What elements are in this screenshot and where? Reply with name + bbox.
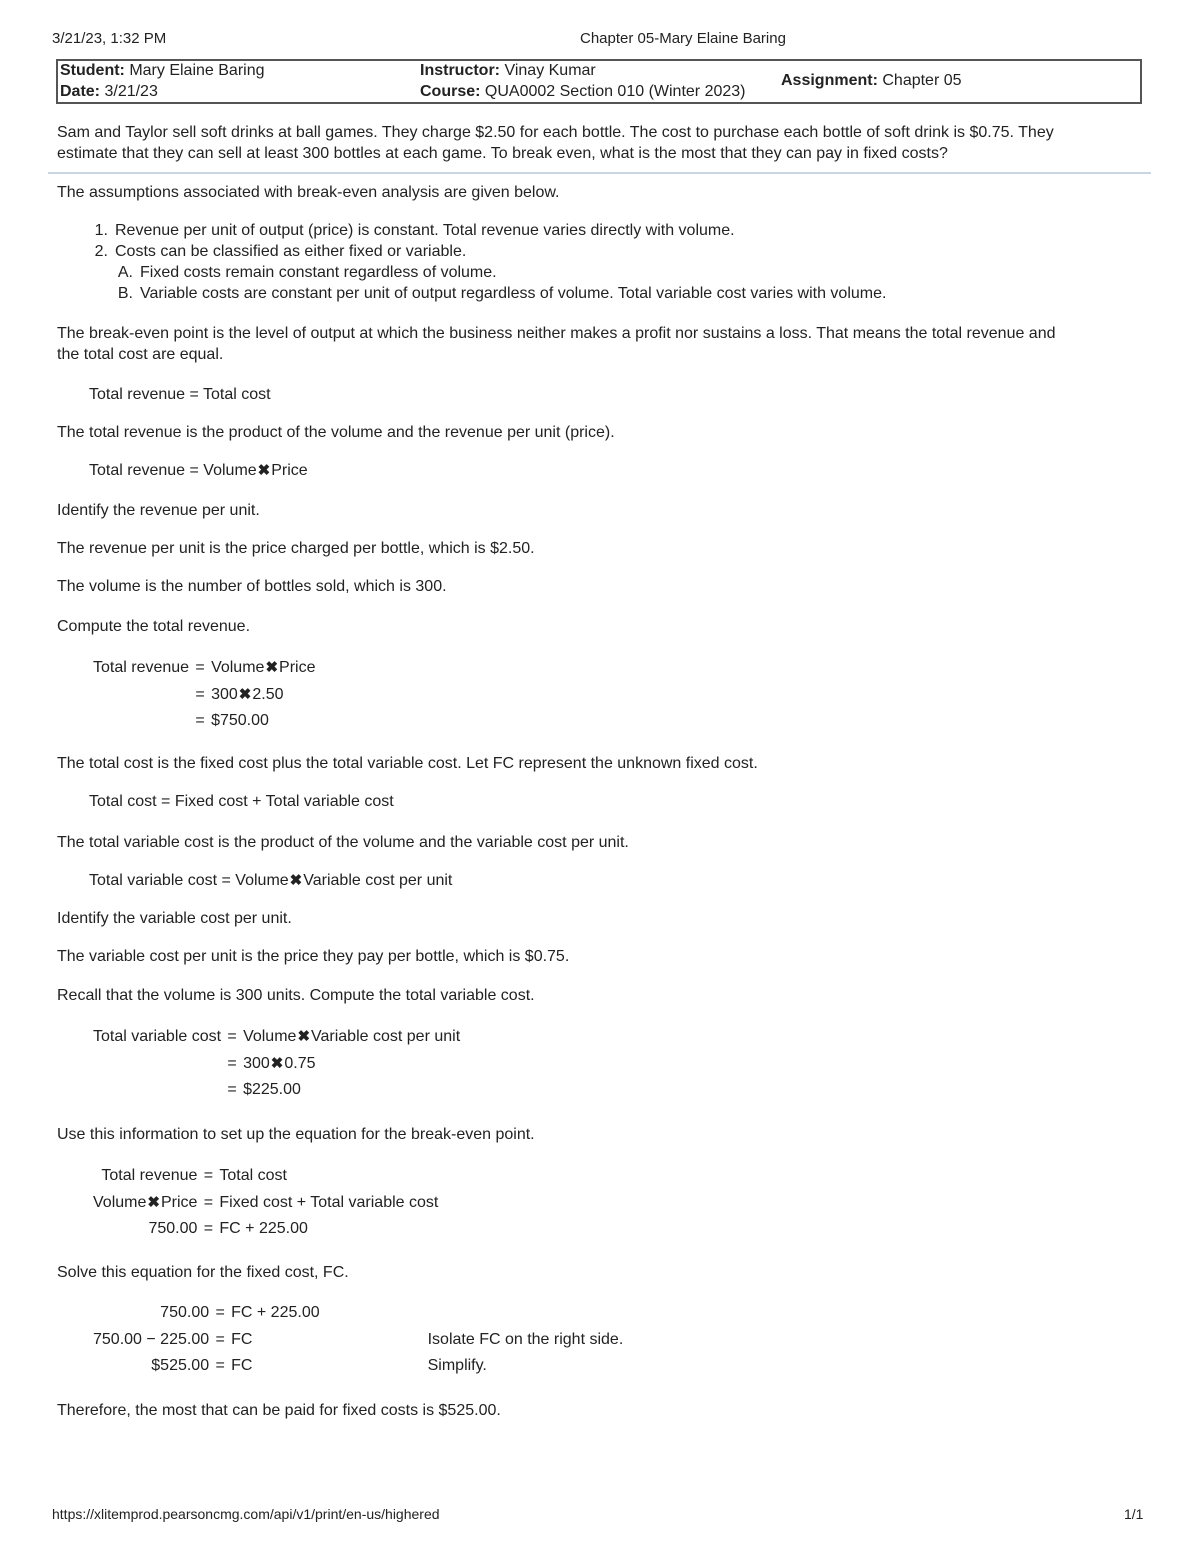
solve-right-2: FC xyxy=(231,1330,253,1348)
equals-sign: = xyxy=(195,712,205,729)
tvc-definition: The total variable cost is the product of the volume and the variable cost per unit. xyxy=(57,834,629,851)
tr-row-1: Volume✖Price xyxy=(211,659,316,676)
tr-product-text: The total revenue is the product of the volume and the revenue per unit (price). xyxy=(57,424,615,441)
assignment-info-box xyxy=(56,59,1142,104)
times-icon: ✖ xyxy=(257,462,271,479)
equation-tr-volume-price xyxy=(89,460,308,481)
print-datetime: 3/21/23, 1:32 PM xyxy=(52,30,167,47)
solve-left-2: 750.00 − 225.00 xyxy=(93,1330,210,1348)
equation-left: Total revenue = Volume xyxy=(89,462,257,479)
volume-text: The volume is the number of bottles sold, which is 300. xyxy=(57,578,447,595)
tvc-label: Total variable cost xyxy=(93,1028,222,1045)
tvc-row-1: Volume✖Variable cost per unit xyxy=(243,1028,461,1045)
assignment-label: Assignment: xyxy=(781,72,878,89)
question-line-1: Sam and Taylor sell soft drinks at ball games. They charge $2.50 for each bottle. The cost to purchase each bottle of soft drink is $0.75. They xyxy=(57,124,1054,141)
identify-vc: Identify the variable cost per unit. xyxy=(57,910,292,927)
instructor-field xyxy=(420,62,596,80)
date-label: Date: xyxy=(60,83,101,100)
sublist-item xyxy=(107,264,497,282)
identify-revenue: Identify the revenue per unit. xyxy=(57,502,260,519)
be-right-3: FC + 225.00 xyxy=(219,1220,308,1237)
be-right-1: Total cost xyxy=(219,1167,287,1184)
list-marker: 2. xyxy=(94,243,108,260)
list-marker: 1. xyxy=(94,222,108,239)
equals-sign: = xyxy=(227,1054,237,1072)
equals-sign: = xyxy=(215,1357,225,1374)
setup-text: Use this information to set up the equation for the break-even point. xyxy=(57,1126,535,1143)
list-text: Revenue per unit of output (price) is constant. Total revenue varies directly with volume. xyxy=(115,222,735,239)
equation-tr-tc: Total revenue = Total cost xyxy=(89,386,271,403)
be-left-1: Total revenue xyxy=(101,1167,198,1184)
course-field xyxy=(420,83,746,101)
student-field xyxy=(60,62,265,80)
tr-row-2: 300✖2.50 xyxy=(211,685,284,703)
list-text: Variable costs are constant per unit of output regardless of volume. Total variable cost varies with volume. xyxy=(140,285,887,302)
list-item xyxy=(82,243,466,261)
list-marker: B. xyxy=(117,285,133,302)
equation-left: Total variable cost = Volume xyxy=(89,872,289,889)
vc-per-unit: The variable cost per unit is the price they pay per bottle, which is $0.75. xyxy=(57,948,570,965)
times-icon: ✖ xyxy=(147,1193,160,1211)
tr-calculation xyxy=(93,655,315,735)
instructor-label: Instructor: xyxy=(420,62,500,79)
tr-label: Total revenue xyxy=(93,659,190,676)
solve-right-1: FC + 225.00 xyxy=(231,1304,320,1321)
equals-sign: = xyxy=(203,1220,214,1237)
recall-volume: Recall that the volume is 300 units. Compute the total variable cost. xyxy=(57,987,535,1004)
footer-url: https://xlitemprod.pearsoncmg.com/api/v1/print/en-us/highered xyxy=(52,1506,440,1522)
conclusion: Therefore, the most that can be paid for fixed costs is $525.00. xyxy=(57,1402,501,1419)
list-item xyxy=(82,222,735,240)
tvc-result: $225.00 xyxy=(243,1081,301,1098)
times-icon: ✖ xyxy=(238,685,252,703)
page-title: Chapter 05-Mary Elaine Baring xyxy=(580,30,786,47)
date-value: 3/21/23 xyxy=(104,83,158,100)
equals-sign: = xyxy=(227,1028,237,1045)
solve-left-3: $525.00 xyxy=(151,1357,210,1374)
student-label: Student: xyxy=(60,62,125,79)
equation-right: Price xyxy=(271,462,308,479)
equals-sign: = xyxy=(215,1304,225,1321)
student-name: Mary Elaine Baring xyxy=(129,62,265,79)
equals-sign: = xyxy=(215,1330,225,1348)
be-left-3: 750.00 xyxy=(148,1220,198,1237)
solve-left-1: 750.00 xyxy=(160,1304,210,1321)
equals-sign: = xyxy=(203,1193,214,1211)
times-icon: ✖ xyxy=(270,1054,284,1072)
list-text: Costs can be classified as either fixed or variable. xyxy=(115,243,467,260)
breakeven-equation xyxy=(93,1163,438,1243)
breakeven-definition-2: the total cost are equal. xyxy=(57,346,224,363)
assumptions-intro: The assumptions associated with break-even analysis are given below. xyxy=(57,184,560,201)
solve-text: Solve this equation for the fixed cost, FC. xyxy=(57,1264,349,1281)
revenue-per-unit: The revenue per unit is the price charged per bottle, which is $2.50. xyxy=(57,540,535,557)
solve-note-2: Isolate FC on the right side. xyxy=(427,1330,624,1348)
page-number: 1/1 xyxy=(1124,1506,1144,1522)
assignment-field xyxy=(781,72,962,90)
assignment-value: Chapter 05 xyxy=(882,72,962,89)
list-marker: A. xyxy=(117,264,133,281)
tc-definition: The total cost is the fixed cost plus the total variable cost. Let FC represent the unknown fixed cost. xyxy=(57,755,758,772)
tvc-row-2: 300✖0.75 xyxy=(243,1054,316,1072)
times-icon: ✖ xyxy=(297,1028,311,1045)
instructor-name: Vinay Kumar xyxy=(504,62,596,79)
course-label: Course: xyxy=(420,83,481,100)
be-left-2: Volume✖Price xyxy=(93,1193,198,1211)
solve-note-3: Simplify. xyxy=(427,1357,487,1374)
equals-sign: = xyxy=(203,1167,214,1184)
equation-tc: Total cost = Fixed cost + Total variable cost xyxy=(89,793,394,810)
equals-sign: = xyxy=(195,685,205,703)
be-right-2: Fixed cost + Total variable cost xyxy=(219,1193,439,1211)
solve-equation xyxy=(93,1300,623,1380)
breakeven-definition-1: The break-even point is the level of output at which the business neither makes a profit nor sustains a loss. That means the total revenue and xyxy=(57,325,1056,342)
divider xyxy=(48,172,1151,174)
question-line-2: estimate that they can sell at least 300 bottles at each game. To break even, what is the most that they can pay in fixed costs? xyxy=(57,145,948,162)
course-value: QUA0002 Section 010 (Winter 2023) xyxy=(484,83,746,100)
sublist-item xyxy=(107,285,886,303)
date-field xyxy=(60,83,158,101)
times-icon: ✖ xyxy=(289,872,303,889)
equation-tvc xyxy=(89,870,452,891)
solve-right-3: FC xyxy=(231,1357,253,1374)
tr-result: $750.00 xyxy=(211,712,269,729)
tvc-calculation xyxy=(93,1024,460,1104)
equation-right: Variable cost per unit xyxy=(303,872,453,889)
equals-sign: = xyxy=(227,1081,237,1098)
equals-sign: = xyxy=(195,659,205,676)
list-text: Fixed costs remain constant regardless of volume. xyxy=(140,264,497,281)
times-icon: ✖ xyxy=(265,659,279,676)
compute-tr-text: Compute the total revenue. xyxy=(57,618,251,635)
